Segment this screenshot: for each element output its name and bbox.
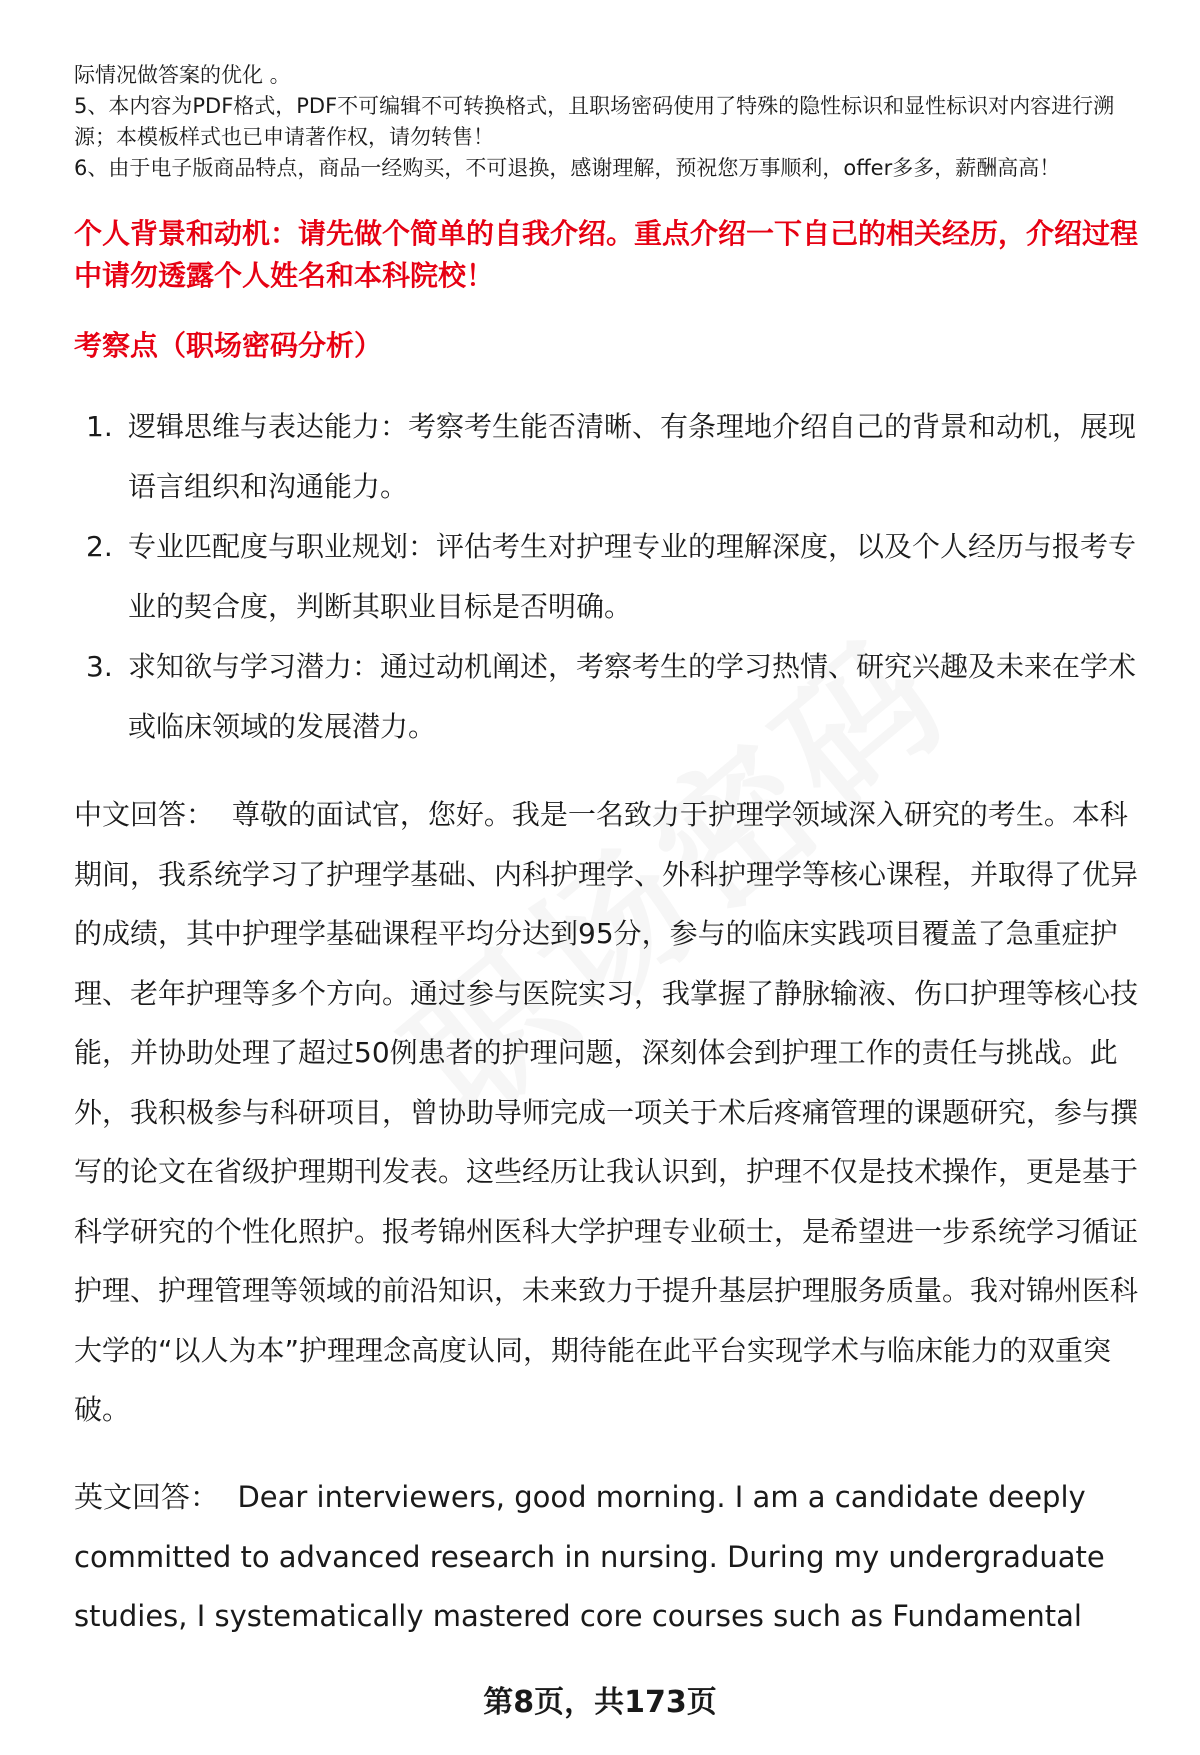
english-answer-text: Dear interviewers, good morning. I am a candidate deeply committed to advanced research in nursing. During my undergraduate studies, I systematically mastered core courses such as Fundamental (74, 1480, 1105, 1633)
point-number: 1. (86, 410, 113, 443)
note-line: 际情况做答案的优化 。 (74, 63, 291, 87)
analysis-heading: 考察点（职场密码分析） (74, 329, 383, 362)
point-text: 专业匹配度与职业规划：评估考生对护理专业的理解深度，以及个人经历与报考专业的契合度，判断其职业目标是否明确。 (128, 530, 1137, 623)
note-line: 6、由于电子版商品特点，商品一经购买，不可退换，感谢理解，预祝您万事顺利，offer多多，薪酬高高！ (74, 156, 1061, 180)
analysis-point (74, 517, 1154, 637)
analysis-points-list (74, 397, 1154, 757)
english-answer-label: 英文回答： (74, 1480, 220, 1514)
notes-block (74, 60, 1154, 184)
chinese-answer-label: 中文回答： (74, 798, 215, 831)
point-number: 2. (86, 530, 113, 563)
chinese-answer (74, 785, 1154, 1440)
point-text: 逻辑思维与表达能力：考察考生能否清晰、有条理地介绍自己的背景和动机，展现语言组织和沟通能力。 (128, 410, 1137, 503)
english-answer (74, 1468, 1154, 1647)
note-line: 5、本内容为PDF格式，PDF不可编辑不可转换格式，且职场密码使用了特殊的隐性标识和显性标识对内容进行溯源；本模板样式也已申请著作权，请勿转售！ (74, 94, 1115, 149)
analysis-point (74, 637, 1154, 757)
analysis-point (74, 397, 1154, 517)
chinese-answer-text: 尊敬的面试官，您好。我是一名致力于护理学领域深入研究的考生。本科期间，我系统学习了护理学基础、内科护理学、外科护理学等核心课程，并取得了优异的成绩，其中护理学基础课程平均分达到95分，参与的临床实践项目覆盖了急重症护理、老年护理等多个方向。通过参与医院实习，我掌握了静脉输液、伤口护理等核心技能，并协助处理了超过50例患者的护理问题，深刻体会到护理工作的责任与挑战。此外，我积极参与科研项目，曾协助导师完成一项关于术后疼痛管理的课题研究，参与撰写的论文在省级护理期刊发表。这些经历让我认识到，护理不仅是技术操作，更是基于科学研究的个性化照护。报考锦州医科大学护理专业硕士，是希望进一步系统学习循证护理、护理管理等领域的前沿知识，未来致力于提升基层护理服务质量。我对锦州医科大学的“以人为本”护理理念高度认同，期待能在此平台实现学术与临床能力的双重突破。 (74, 798, 1139, 1426)
page-footer: 第8页，共173页 (483, 1685, 717, 1720)
point-number: 3. (86, 650, 113, 683)
point-text: 求知欲与学习潜力：通过动机阐述，考察考生的学习热情、研究兴趣及未来在学术或临床领域的发展潜力。 (128, 650, 1137, 743)
question-heading: 个人背景和动机：请先做个简单的自我介绍。重点介绍一下自己的相关经历，介绍过程中请勿透露个人姓名和本科院校！ (74, 217, 1139, 292)
